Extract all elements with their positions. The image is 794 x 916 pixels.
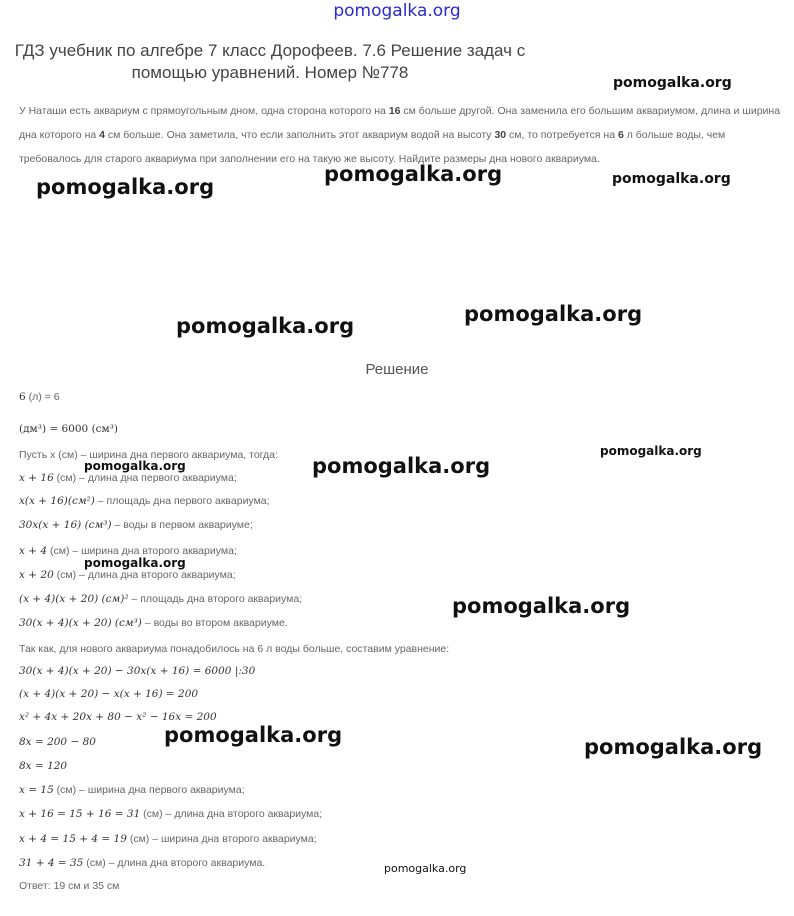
solution-line xyxy=(19,423,118,435)
problem-number: 16 xyxy=(388,105,401,117)
line-text: (л) = 6 xyxy=(25,391,60,403)
math-expr: x² + 4x + 20x + 80 − x² − 16x = 200 xyxy=(19,711,217,723)
solution-line xyxy=(19,808,322,820)
problem-part: л больше воды, чем требовалось для старого аквариума при заполнении его на такую же высоту. Найдите размеры дна нового аквариума. xyxy=(19,129,726,165)
solution-line xyxy=(19,688,198,700)
math-expr: 30x(x + 16) (см³) xyxy=(19,519,112,531)
watermark: pomogalka.org xyxy=(324,162,503,186)
line-text: Пусть x (см) – ширина дна первого аквариума, тогда: xyxy=(19,449,278,461)
solution-line xyxy=(19,495,270,507)
math-expr: 31 + 4 = 35 xyxy=(19,857,84,869)
math-expr: 6 xyxy=(19,391,26,403)
solution-heading: Решение xyxy=(365,361,429,378)
problem-part: см, то потребуется на xyxy=(506,129,618,141)
problem-part: У Наташи есть аквариум с прямоугольным дном, одна сторона которого на xyxy=(19,105,389,117)
math-expr: x = 15 xyxy=(19,784,54,796)
math-expr: 30(x + 4)(x + 20) − 30x(x + 16) = 6000 |:30 xyxy=(19,665,256,677)
math-expr: x + 4 = 15 + 4 = 19 xyxy=(19,833,127,845)
problem-number: 30 xyxy=(494,129,507,141)
solution-line xyxy=(19,711,217,723)
problem-number: 6 xyxy=(617,129,624,141)
watermark: pomogalka.org xyxy=(176,314,355,338)
solution-line xyxy=(19,643,449,655)
math-expr: 8x = 120 xyxy=(19,760,68,772)
math-expr: 8x = 200 − 80 xyxy=(19,736,96,748)
solution-line xyxy=(19,665,255,677)
watermark: pomogalka.org xyxy=(613,75,732,91)
solution-line xyxy=(19,519,253,531)
solution-line xyxy=(19,784,245,796)
line-text: (см) – ширина дна первого аквариума; xyxy=(53,784,245,796)
math-expr: (дм³) = 6000 (см³) xyxy=(19,423,119,435)
watermark: pomogalka.org xyxy=(84,556,186,570)
watermark: pomogalka.org xyxy=(584,735,763,759)
solution-line xyxy=(19,391,60,403)
line-text: (см) – длина дна первого аквариума; xyxy=(53,472,237,484)
math-expr: x(x + 16)(см²) xyxy=(19,495,95,507)
line-text: (см) – ширина дна второго аквариума; xyxy=(126,833,317,845)
solution-line xyxy=(19,593,302,605)
page-title: ГДЗ учебник по алгебре 7 класс Дорофеев. 7.6 Решение задач с помощью уравнений. Номер №778 xyxy=(14,41,526,82)
math-expr: 30(x + 4)(x + 20) (см³) xyxy=(19,617,142,629)
solution-line xyxy=(19,760,67,772)
line-text: – воды в первом аквариуме; xyxy=(111,519,253,531)
solution-line xyxy=(19,569,236,581)
line-text: (см) – длина дна второго аквариума. xyxy=(83,857,266,869)
watermark: pomogalka.org xyxy=(612,171,731,187)
watermark: pomogalka.org xyxy=(464,302,643,326)
solution-line xyxy=(19,617,288,629)
line-text: – площадь дна второго аквариума; xyxy=(128,593,303,605)
line-text: Так как, для нового аквариума понадобилось на 6 л воды больше, составим уравнение: xyxy=(19,643,450,655)
line-text: (см) – ширина дна второго аквариума; xyxy=(47,545,237,557)
line-text: – площадь дна первого аквариума; xyxy=(94,495,270,507)
solution-line xyxy=(19,833,317,845)
solution-line xyxy=(19,857,265,869)
watermark: pomogalka.org xyxy=(36,175,215,199)
math-expr: (x + 4)(x + 20) − x(x + 16) = 200 xyxy=(19,688,199,700)
solution-answer xyxy=(19,880,119,892)
line-text: (см) – длина дна второго аквариума; xyxy=(140,808,323,820)
line-text: Ответ: 19 см и 35 см xyxy=(19,880,120,892)
watermark: pomogalka.org xyxy=(452,594,631,618)
site-link[interactable]: pomogalka.org xyxy=(333,1,461,21)
solution-line xyxy=(19,472,237,484)
line-text: – воды во втором аквариуме. xyxy=(141,617,288,629)
math-expr: x + 16 = 15 + 16 = 31 xyxy=(19,808,141,820)
math-expr: x + 4 xyxy=(19,545,48,557)
problem-number: 4 xyxy=(99,129,105,141)
problem-text xyxy=(19,99,781,171)
watermark: pomogalka.org xyxy=(600,444,702,458)
problem-part: см больше. Она заметила, что если заполнить этот аквариум водой на высоту xyxy=(104,129,495,141)
line-text: (см) – длина дна второго аквариума; xyxy=(53,569,236,581)
problem-part: см больше другой. Она заменила его большим аквариумом, длина и ширина дна которого на xyxy=(19,105,781,141)
solution-line xyxy=(19,736,96,748)
math-expr: (x + 4)(x + 20) (см)² xyxy=(19,593,129,605)
watermark: pomogalka.org xyxy=(312,454,491,478)
watermark: pomogalka.org xyxy=(384,862,467,875)
watermark: pomogalka.org xyxy=(164,723,343,747)
math-expr: x + 20 xyxy=(19,569,54,581)
watermark: pomogalka.org xyxy=(84,459,186,473)
math-expr: x + 16 xyxy=(19,472,54,484)
